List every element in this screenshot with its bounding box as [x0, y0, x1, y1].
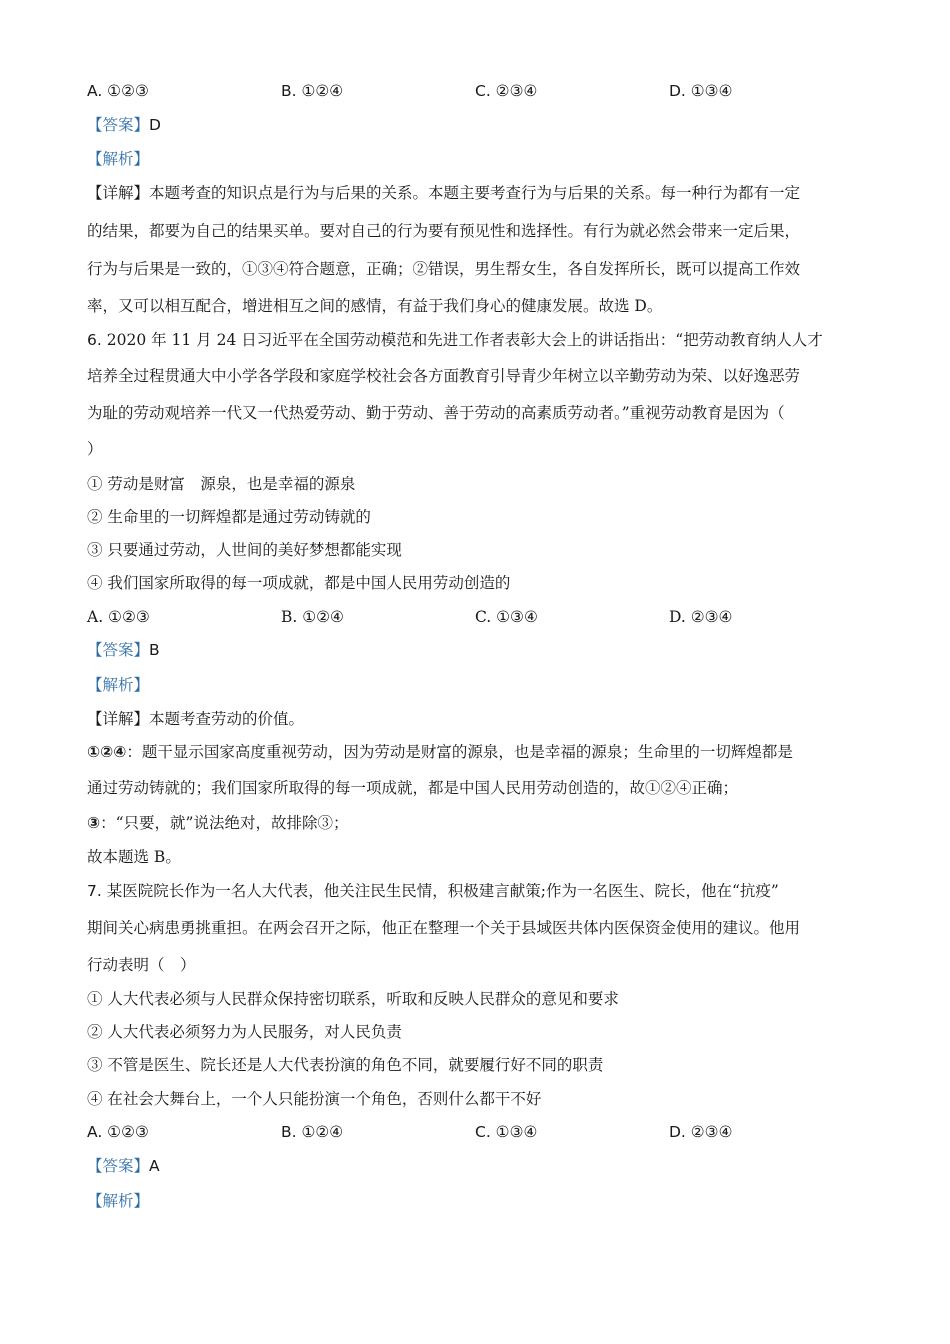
detail-tag: 【详解】 [87, 184, 150, 202]
answer-tag: 【答案】 [87, 641, 150, 659]
detail-text: 本题考查劳动的价值。 [149, 710, 305, 728]
explain-text: ：题干显示国家高度重视劳动，因为劳动是财富的源泉，也是幸福的源泉；生命里的一切辉煌都是 [126, 743, 793, 761]
explain-line [87, 741, 793, 763]
analysis-tag: 【解析】 [87, 150, 150, 168]
statement-item: ① 人大代表必须与人民群众保持密切联系，听取和反映人民群众的意见和要求 [87, 990, 619, 1008]
option-b: B. ①②④ [281, 1123, 344, 1141]
statement-item: ④ 在社会大舞台上，一个人只能扮演一个角色，否则什么都干不好 [87, 1090, 542, 1108]
detail-line [87, 708, 304, 730]
detail-tag: 【详解】 [87, 710, 150, 728]
statement-item: ① 劳动是财富 源泉，也是幸福的源泉 [87, 475, 356, 493]
question-text: 2020 年 11 月 24 日习近平在全国劳动模范和先进工作者表彰大会上的讲话指出：“把劳动教育纳人人才 [106, 331, 823, 349]
question-stem: 行动表明（ ） [87, 956, 196, 974]
analysis-tag-line [87, 1190, 149, 1212]
question-stem [87, 880, 779, 902]
analysis-tag: 【解析】 [87, 676, 150, 694]
answer-tag: 【答案】 [87, 1157, 150, 1175]
question-stem: 为耻的劳动观培养一代又一代热爱劳动、勤于劳动、善于劳动的高素质劳动者。”重视劳动教育是因为（ [87, 404, 785, 422]
detail-text: 本题考查的知识点是行为与后果的关系。本题主要考查行为与后果的关系。每一种行为都有一定 [149, 184, 801, 202]
option-d: D. ②③④ [669, 608, 733, 626]
question-stem: ） [87, 440, 103, 458]
question-stem: 期间关心病患勇挑重担。在两会召开之际，他正在整理一个关于县域医共体内医保资金使用的建议。他用 [87, 919, 801, 937]
option-b: B. ①②④ [281, 608, 344, 626]
option-c: C. ①③④ [475, 1123, 538, 1141]
option-b: B. ①②④ [281, 82, 344, 100]
statement-item: ③ 不管是医生、院长还是人大代表扮演的角色不同，就要履行好不同的职责 [87, 1056, 604, 1074]
question-stem [87, 329, 823, 351]
detail-line: 行为与后果是一致的，①③④符合题意，正确；②错误，男生帮女生，各自发挥所长，既可以提高工作效 [87, 260, 801, 278]
detail-line: 率，又可以相互配合，增进相互之间的感情，有益于我们身心的健康发展。故选 D。 [87, 297, 663, 315]
answer-tag: 【答案】 [87, 116, 150, 134]
option-a: A. ①②③ [87, 82, 149, 100]
answer-line [87, 114, 161, 136]
statement-item: ③ 只要通过劳动，人世间的美好梦想都能实现 [87, 541, 402, 559]
answer-line [87, 639, 160, 661]
explain-line: 通过劳动铸就的；我们国家所取得的每一项成就，都是中国人民用劳动创造的，故①②④正确； [87, 779, 739, 797]
explain-text: ：“只要，就”说法绝对，故排除③； [100, 814, 349, 832]
statement-item: ② 人大代表必须努力为人民服务，对人民负责 [87, 1023, 402, 1041]
question-text: 某医院院长作为一名人大代表，他关注民生民情，积极建言献策;作为一名医生、院长，他在“抗疫” [106, 882, 779, 900]
option-d: D. ①③④ [669, 82, 733, 100]
explain-prefix: ③ [87, 814, 101, 832]
question-number: 6. [87, 331, 102, 349]
detail-line [87, 182, 800, 204]
option-a: A. ①②③ [87, 1123, 149, 1141]
analysis-tag: 【解析】 [87, 1192, 150, 1210]
answer-value: D [149, 116, 161, 134]
option-d: D. ②③④ [669, 1123, 733, 1141]
answer-value: B [149, 641, 160, 659]
statement-item: ④ 我们国家所取得的每一项成就，都是中国人民用劳动创造的 [87, 574, 511, 592]
explain-line: 故本题选 B。 [87, 848, 181, 866]
explain-line [87, 812, 348, 834]
detail-line: 的结果，都要为自己的结果买单。要对自己的行为要有预见性和选择性。有行为就必然会带来一定后果， [87, 222, 801, 240]
option-a: A. ①②③ [87, 608, 150, 626]
question-number: 7. [87, 882, 102, 900]
option-c: C. ①③④ [475, 608, 538, 626]
analysis-tag-line [87, 674, 149, 696]
answer-value: A [149, 1157, 160, 1175]
option-c: C. ②③④ [475, 82, 538, 100]
statement-item: ② 生命里的一切辉煌都是通过劳动铸就的 [87, 508, 371, 526]
question-stem: 培养全过程贯通大中小学各学段和家庭学校社会各方面教育引导青少年树立以辛勤劳动为荣、以好逸恶劳 [87, 367, 801, 385]
explain-prefix: ①②④ [87, 743, 127, 761]
answer-line [87, 1155, 160, 1177]
analysis-tag-line [87, 148, 149, 170]
